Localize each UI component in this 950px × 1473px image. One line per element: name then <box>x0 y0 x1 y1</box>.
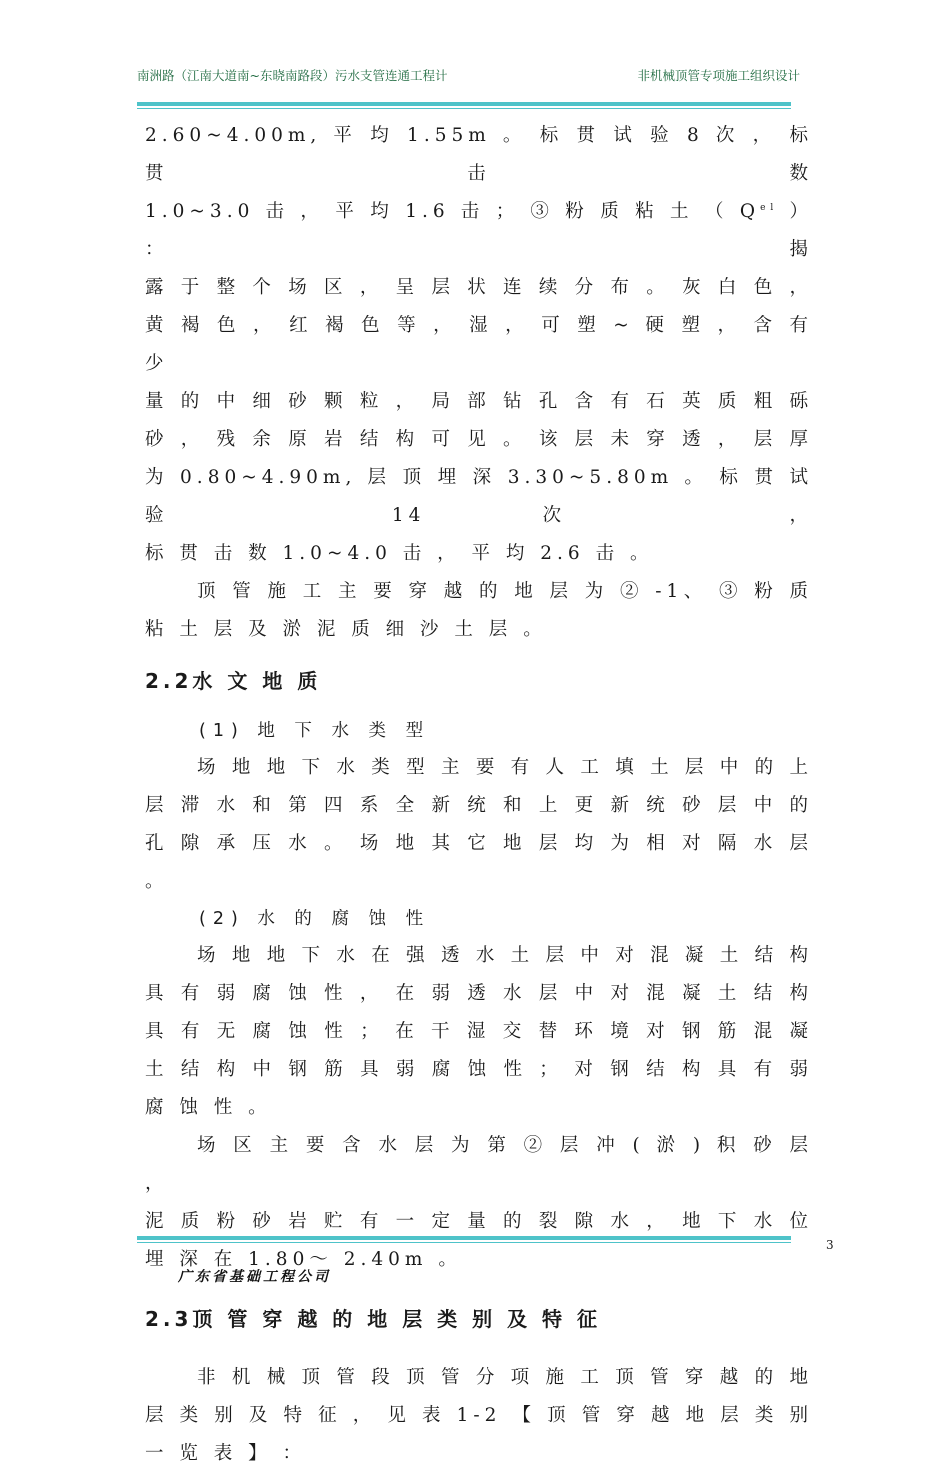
body-line: 土 结 构 中 钢 筋 具 弱 腐 蚀 性 ； 对 钢 结 构 具 有 弱 <box>145 1059 813 1080</box>
body-line: 具 有 弱 腐 蚀 性 ， 在 弱 透 水 层 中 对 混 凝 土 结 构 <box>145 983 813 1004</box>
body-line: 场 地 地 下 水 类 型 主 要 有 人 工 填 土 层 中 的 上 <box>197 757 813 778</box>
body-line: 非 机 械 顶 管 段 顶 管 分 项 施 工 顶 管 穿 越 的 地 <box>197 1367 813 1388</box>
header-project-title: 南洲路（江南大道南~东晓南路段）污水支管连通工程计 <box>137 68 448 83</box>
body-line: 泥 质 粉 砂 岩 贮 有 一 定 量 的 裂 隙 水 ， 地 下 水 位 <box>145 1211 813 1232</box>
body-line: 黄 褐 色 ， 红 褐 色 等 ， 湿 ， 可 塑 ~ 硬 塑 ， 含 有 少 <box>145 315 813 374</box>
section-heading-2-2: 2.2水 文 地 质 <box>145 669 322 693</box>
company-name: 广东省基础工程公司 <box>178 1269 331 1285</box>
header-rule <box>137 102 791 109</box>
body-line: 层 类 别 及 特 征 ， 见 表 1-2 【 顶 管 穿 越 地 层 类 别 <box>145 1405 813 1426</box>
subheading-corrosivity: (2) 水 的 腐 蚀 性 <box>199 909 431 929</box>
subheading-groundwater-type: (1) 地 下 水 类 型 <box>199 721 431 741</box>
body-line: 量 的 中 细 砂 颗 粒 ， 局 部 钻 孔 含 有 石 英 质 粗 砾 <box>145 391 813 412</box>
body-line: 腐 蚀 性 。 <box>145 1097 272 1118</box>
body-line: 顶 管 施 工 主 要 穿 越 的 地 层 为 ② -1、 ③ 粉 质 <box>197 581 813 602</box>
header-document-title: 非机械顶管专项施工组织设计 <box>637 68 800 83</box>
body-line: 1.0~3.0 击 ， 平 均 1.6 击 ； ③ 粉 质 粘 土 （ $Q^{el}$ ） ： 揭 <box>145 201 813 260</box>
page-number: 3 <box>826 1238 834 1252</box>
body-line: 砂 ， 残 余 原 岩 结 构 可 见 。 该 层 未 穿 透 ， 层 厚 <box>145 429 813 450</box>
body-line: 埋 深 在 1.80～ 2.40m 。 <box>145 1249 462 1270</box>
body-line: 一 览 表 】 ： <box>145 1443 307 1464</box>
body-line: 2.60~4.00m, 平 均 1.55m 。 标 贯 试 验 8 次 ， 标 贯 击 数 <box>145 125 813 184</box>
section-heading-2-3: 2.3顶 管 穿 越 的 地 层 类 别 及 特 征 <box>145 1307 602 1331</box>
body-line: 具 有 无 腐 蚀 性 ； 在 干 湿 交 替 环 境 对 钢 筋 混 凝 <box>145 1021 813 1042</box>
body-line: 标 贯 击 数 1.0~4.0 击 ， 平 均 2.6 击 。 <box>145 543 654 564</box>
body-line: 孔 隙 承 压 水 。 场 地 其 它 地 层 均 为 相 对 隔 水 层 。 <box>145 833 813 892</box>
body-line: 露 于 整 个 场 区 ， 呈 层 状 连 续 分 布 。 灰 白 色 ， <box>145 277 813 298</box>
body-line: 场 地 地 下 水 在 强 透 水 土 层 中 对 混 凝 土 结 构 <box>197 945 813 966</box>
body-line: 场 区 主 要 含 水 层 为 第 ② 层 冲 ( 淤 ) 积 砂 层 ， <box>145 1135 813 1194</box>
footer-rule <box>137 1236 791 1243</box>
body-line: 层 滞 水 和 第 四 系 全 新 统 和 上 更 新 统 砂 层 中 的 <box>145 795 813 816</box>
body-line: 粘 土 层 及 淤 泥 质 细 沙 土 层 。 <box>145 619 547 640</box>
body-line: 为 0.80~4.90m, 层 顶 埋 深 3.30~5.80m 。 标 贯 试 验 14 次 ， <box>145 467 813 526</box>
geologic-symbol: $Q^{el}$ <box>739 201 779 222</box>
